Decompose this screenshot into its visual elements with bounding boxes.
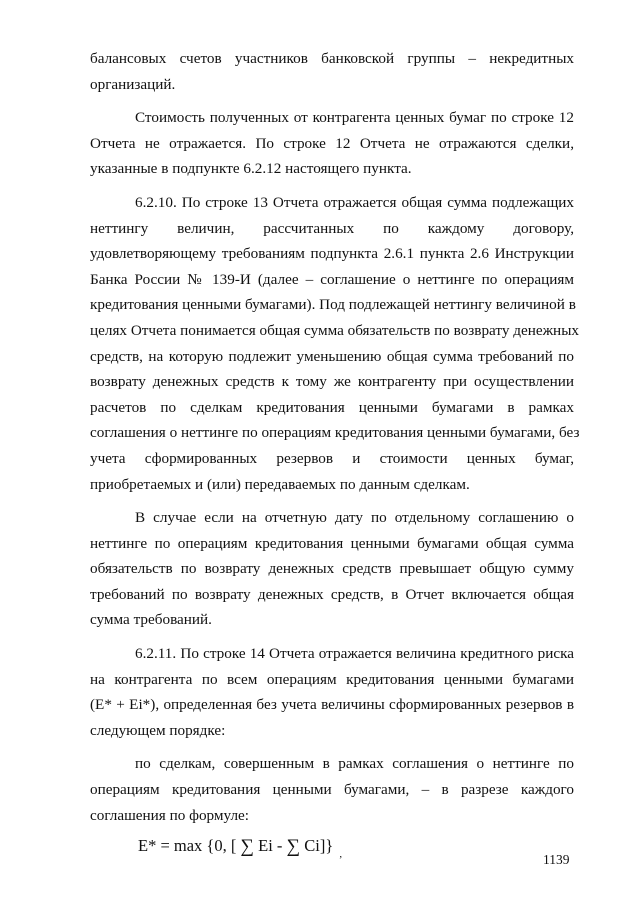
text-line: организаций. <box>90 75 176 93</box>
paragraph-3 <box>90 190 580 497</box>
text-line: указанные в подпункте 6.2.12 настоящего пункта. <box>90 160 412 178</box>
text-line: удовлетворяющему требованиям подпункта 2.6.1 пункта 2.6 Инструкции <box>90 245 574 263</box>
text-line: средств, на которую подлежит уменьшению общая сумма требований по <box>90 347 574 365</box>
sum-symbol: ∑ <box>240 836 255 858</box>
text-line: неттингу величин, рассчитанных по каждому договору, <box>90 219 574 237</box>
text-line: приобретаемых и (или) передаваемых по данным сделкам. <box>90 475 470 493</box>
formula-term-ei: Ei - <box>258 836 283 856</box>
sum-symbol: ∑ <box>286 836 301 858</box>
paragraph-5 <box>90 641 574 743</box>
text-line: Банка России № 139-И (далее – соглашение о неттинге по операциям <box>90 270 574 288</box>
paragraph-1 <box>90 46 574 97</box>
text-line: возврату денежных средств к тому же контрагенту при осуществлении <box>90 373 574 391</box>
text-line: требований по возврату денежных средств, в Отчет включается общая <box>90 585 574 603</box>
paragraph-6 <box>90 751 574 828</box>
text-line: неттинге по операциям кредитования ценными бумагами общая сумма <box>90 534 574 552</box>
document-page <box>90 46 580 862</box>
text-line: обязательств по возврату денежных средств превышает общую сумму <box>90 560 574 578</box>
text-line: по сделкам, совершенным в рамках соглашения о неттинге по <box>135 755 574 773</box>
text-line: Отчета не отражается. По строке 12 Отчета не отражаются сделки, <box>90 134 574 152</box>
page-number: 1139 <box>543 852 570 867</box>
text-line: соглашения о неттинге по операциям кредитования ценными бумагами, без <box>90 424 580 442</box>
formula-comma: , <box>339 848 343 861</box>
formula-term-ci: Ci]} <box>304 836 334 856</box>
text-line: Стоимость полученных от контрагента ценных бумаг по строке 12 <box>135 109 574 127</box>
text-line: 6.2.10. По строке 13 Отчета отражается общая сумма подлежащих <box>135 193 574 211</box>
text-line: на контрагента по всем операциям кредитования ценными бумагами <box>90 670 574 688</box>
formula-lhs: E* = max {0, [ <box>138 836 237 856</box>
text-line: целях Отчета понимается общая сумма обязательств по возврату денежных <box>90 321 579 339</box>
text-line: учета сформированных резервов и стоимости ценных бумаг, <box>90 449 574 467</box>
text-line: кредитования ценными бумагами). Под подлежащей неттингу величиной в <box>90 296 576 314</box>
netting-formula <box>90 832 574 862</box>
paragraph-4 <box>90 505 574 633</box>
text-line: В случае если на отчетную дату по отдельному соглашению о <box>135 509 574 527</box>
text-line: следующем порядке: <box>90 721 226 739</box>
text-line: (E* + Ei*), определенная без учета величины сформированных резервов в <box>90 696 574 714</box>
text-line: расчетов по сделкам кредитования ценными бумагами в рамках <box>90 398 574 416</box>
paragraph-2 <box>90 105 574 182</box>
text-line: 6.2.11. По строке 14 Отчета отражается величина кредитного риска <box>135 645 574 663</box>
text-line: операциям кредитования ценными бумагами, – в разрезе каждого <box>90 781 574 799</box>
text-line: соглашения по формуле: <box>90 806 249 824</box>
text-line: балансовых счетов участников банковской группы – некредитных <box>90 50 574 67</box>
text-line: сумма требований. <box>90 611 212 629</box>
